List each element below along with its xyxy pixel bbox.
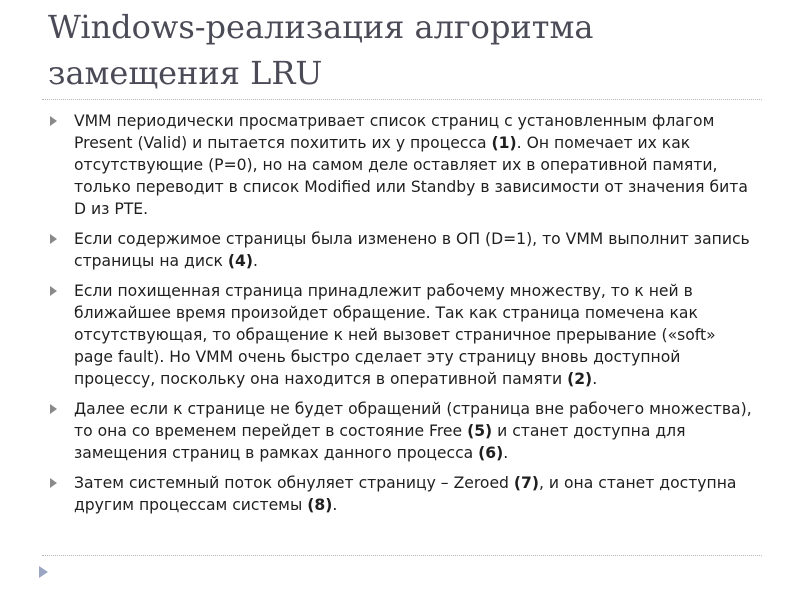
bullet-item — [50, 280, 755, 390]
bullet-text: . — [332, 496, 338, 514]
bullet-item — [50, 228, 755, 272]
slide-title: Windows-реализация алгоритма замещения LRU — [48, 8, 594, 92]
triangle-bullet-icon — [50, 234, 57, 244]
bullet-item — [50, 110, 755, 220]
step-reference: (6) — [478, 444, 504, 462]
step-reference: (7) — [513, 474, 540, 492]
step-reference: (4) — [227, 252, 254, 270]
bullet-list — [50, 110, 755, 524]
slide-corner-arrow-icon — [39, 566, 48, 578]
triangle-bullet-icon — [50, 286, 57, 296]
bullet-text: Если содержимое страницы была изменено в ОП (D=1), то VMM выполнит запись страницы на диск — [74, 230, 750, 270]
step-reference: (8) — [307, 496, 333, 514]
bullet-item — [50, 398, 755, 464]
bullet-text: . — [503, 444, 509, 462]
bullet-item — [50, 472, 755, 516]
step-reference: (5) — [467, 422, 493, 440]
bullet-text: и станет доступна для замещения страниц в рамках данного процесса — [74, 422, 686, 462]
bullet-text: Далее если к странице не будет обращений (страница вне рабочего множества), то она со временем перейдет в состояние Free — [74, 400, 752, 440]
bullet-text: Если похищенная страница принадлежит рабочему множеству, то к ней в ближайшее время произойдет обращение. Так как страница помечена как отсутствующая, то обращение к ней вызовет страничное прерывание («soft» page fault). Но VMM очень быстро сделает эту страницу вновь доступной процессу, поскольку она находится в оперативной памяти — [74, 282, 716, 388]
bullet-text: . — [592, 370, 598, 388]
bullet-text: . Он помечает их как отсутствующие (P=0), но на самом деле оставляет их в оперативной памяти, только переводит в список Modified или Standby в зависимости от значения бита D из PTE. — [74, 134, 748, 218]
bullet-text: , и она станет доступна другим процессам системы — [74, 474, 737, 514]
title-divider — [42, 99, 762, 100]
step-reference: (1) — [491, 134, 517, 152]
bullet-text: VMM периодически просматривает список страниц с установленным флагом Present (Valid) и пытается похитить их у процесса — [74, 112, 715, 152]
bullet-text: Затем системный поток обнуляет страницу – Zeroed — [74, 474, 514, 492]
bullet-text: . — [253, 252, 258, 270]
triangle-bullet-icon — [50, 116, 57, 126]
triangle-bullet-icon — [50, 404, 57, 414]
step-reference: (2) — [567, 370, 593, 388]
triangle-bullet-icon — [50, 478, 57, 488]
footer-divider — [42, 555, 762, 556]
